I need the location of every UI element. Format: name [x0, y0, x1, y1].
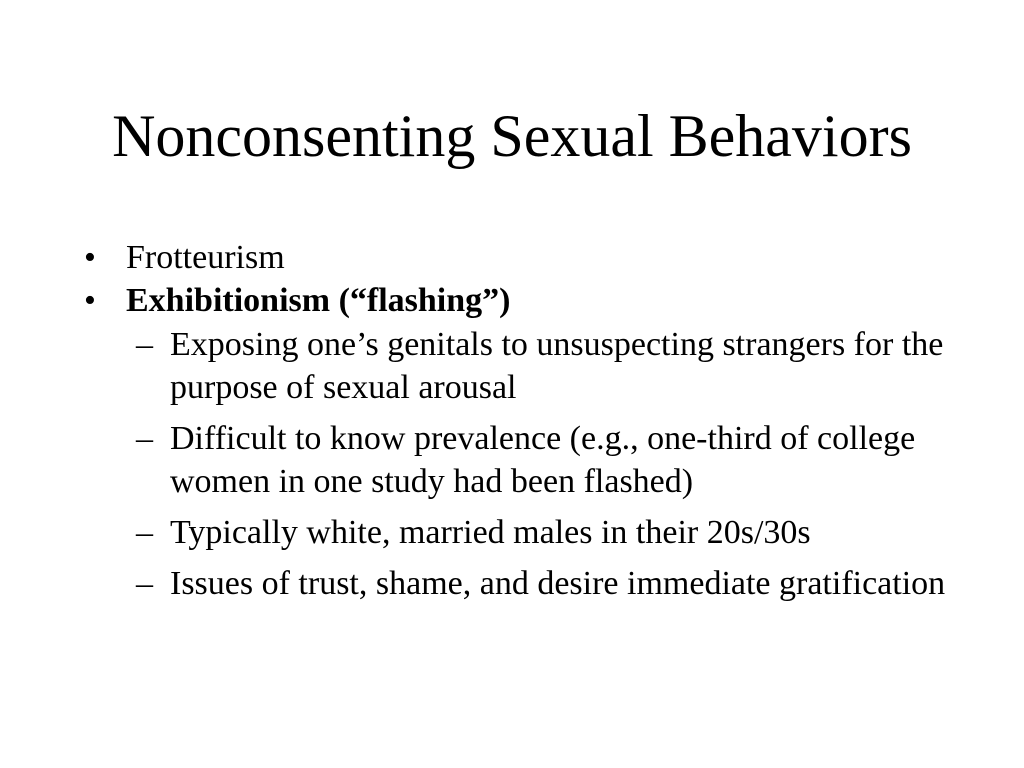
bullet-text: Exhibitionism (“flashing”) [126, 282, 511, 319]
sub-bullet-text: Typically white, married males in their 20s/30s [170, 514, 811, 551]
sub-bullet-issues [126, 562, 962, 605]
sub-bullet-text: Issues of trust, shame, and desire immediate gratification [170, 565, 946, 602]
dash-icon: – [136, 565, 153, 602]
sub-bullet-prevalence [126, 417, 962, 503]
dash-icon: – [136, 420, 153, 457]
sub-bullet-list [126, 323, 962, 605]
dash-icon: – [136, 514, 153, 551]
sub-bullet-demographics [126, 511, 962, 554]
bullet-dot-icon: • [84, 239, 96, 276]
bullet-dot-icon: • [84, 282, 96, 319]
sub-bullet-text: Difficult to know prevalence (e.g., one-third of college women in one study had been flashed) [170, 420, 916, 500]
sub-bullet-definition [126, 323, 962, 409]
bullet-frotteurism [82, 236, 962, 279]
bullet-list [82, 236, 962, 613]
dash-icon: – [136, 326, 153, 363]
sub-bullet-text: Exposing one’s genitals to unsuspecting strangers for the purpose of sexual arousal [170, 326, 944, 406]
bullet-text: Frotteurism [126, 239, 285, 276]
bullet-exhibitionism [82, 279, 962, 605]
slide-title: Nonconsenting Sexual Behaviors [112, 103, 912, 169]
